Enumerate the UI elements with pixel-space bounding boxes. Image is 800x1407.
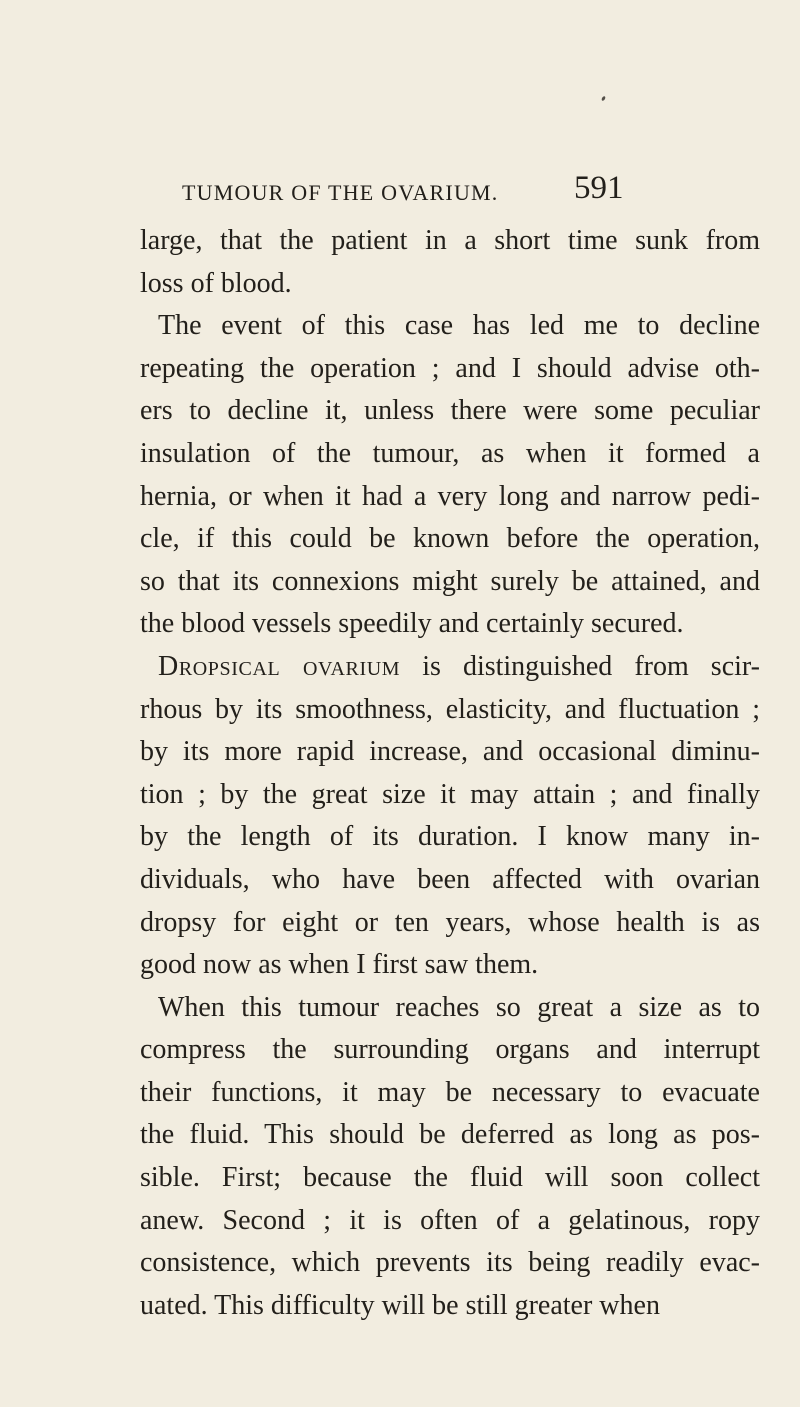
text-line: consistence, which prevents its being readily evac- — [140, 1247, 760, 1279]
small-caps-term: Dropsical ovarium — [158, 650, 401, 682]
text-line: by its more rapid increase, and occasional diminu- — [140, 736, 760, 768]
page-number: 591 — [574, 170, 624, 206]
running-head: TUMOUR OF THE OVARIUM. — [182, 180, 499, 205]
text-line: dropsy for eight or ten years, whose health is as — [140, 906, 760, 938]
text-line: compress the surrounding organs and interrupt — [140, 1034, 760, 1066]
text-run: is distinguished from scir- — [400, 650, 761, 682]
stray-mark — [601, 96, 606, 102]
text-line: insulation of the tumour, as when it formed a — [140, 437, 760, 469]
text-line: When this tumour reaches so great a size as to — [158, 991, 760, 1023]
text-line — [140, 646, 760, 689]
text-line: dividuals, who have been affected with ovarian — [140, 863, 760, 895]
page-header — [140, 170, 800, 210]
text-line: repeating the operation ; and I should advise oth- — [140, 352, 760, 384]
text-line: cle, if this could be known before the operation, — [140, 523, 760, 555]
text-line: sible. First; because the fluid will soon collect — [140, 1162, 760, 1194]
text-line: the blood vessels speedily and certainly secured. — [140, 608, 684, 640]
text-line: by the length of its duration. I know many in- — [140, 821, 760, 853]
text-line: rhous by its smoothness, elasticity, and fluctuation ; — [140, 693, 760, 725]
text-line: tion ; by the great size it may attain ; and finally — [140, 778, 760, 810]
text-line: anew. Second ; it is often of a gelatinous, ropy — [140, 1204, 760, 1236]
text-line: uated. This difficulty will be still greater when — [140, 1289, 660, 1321]
text-line: good now as when I first saw them. — [140, 949, 539, 981]
text-line: ers to decline it, unless there were some peculiar — [140, 395, 760, 427]
text-line: hernia, or when it had a very long and narrow pedi- — [140, 480, 760, 512]
text-line: loss of blood. — [140, 267, 292, 299]
text-line: The event of this case has led me to decline — [158, 310, 760, 342]
text-line: the fluid. This should be deferred as long as pos- — [140, 1119, 760, 1151]
text-line: their functions, it may be necessary to evacuate — [140, 1076, 760, 1108]
text-line: large, that the patient in a short time sunk from — [140, 225, 760, 256]
text-line: so that its connexions might surely be attained, and — [140, 565, 760, 597]
body-text — [140, 220, 760, 1327]
